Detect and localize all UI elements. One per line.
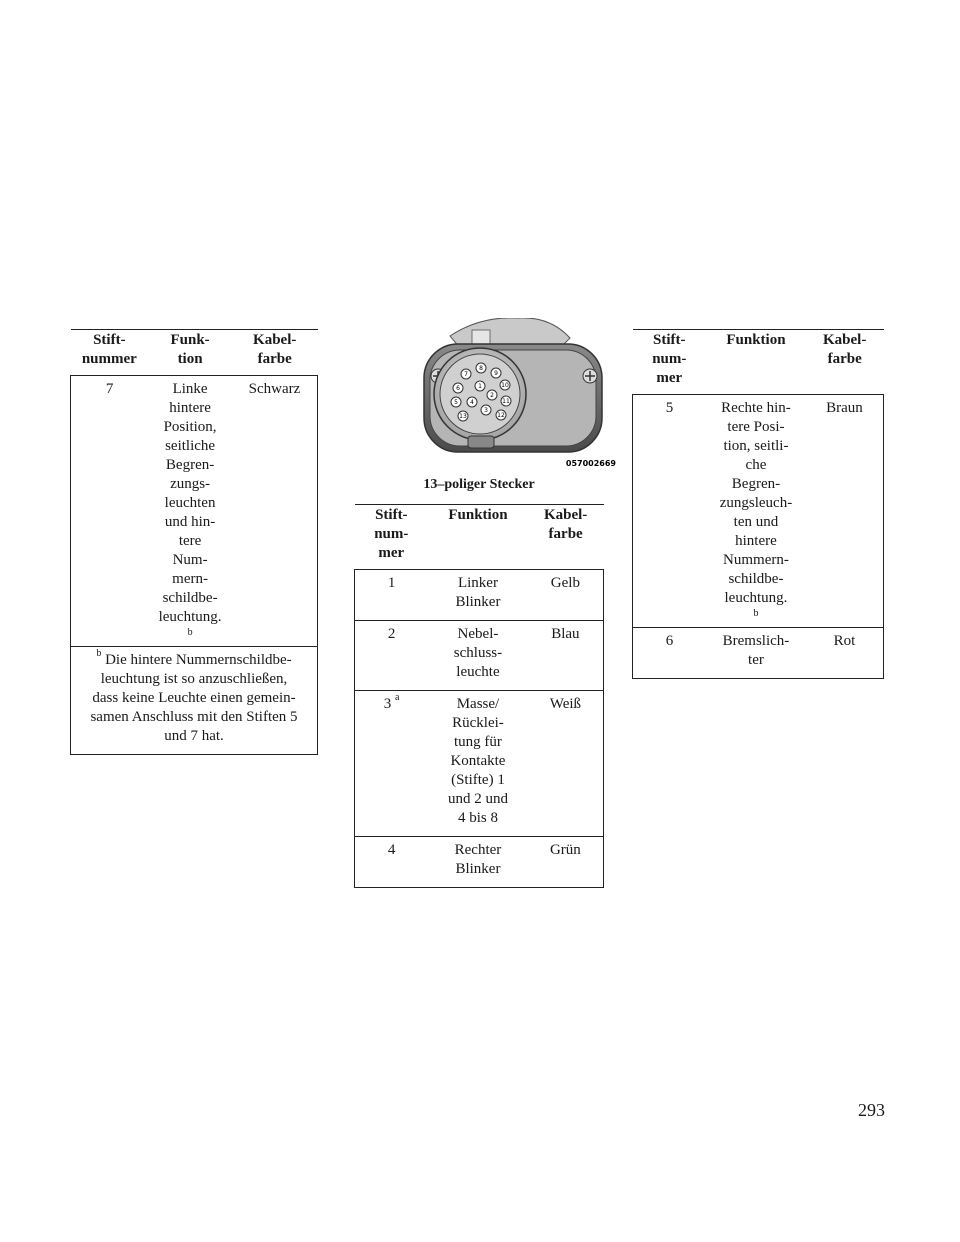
pin-11 [501, 396, 511, 406]
header-pin-number: Stift- nummer [71, 330, 149, 376]
figure-caption: 13–poliger Stecker [423, 477, 535, 492]
pin-number: 3 $^a$ [383, 692, 400, 712]
pin-1 [475, 381, 485, 391]
pin-number: 4 [387, 842, 396, 858]
pin-3 [481, 405, 491, 415]
header-cable-color: Kabel- farbe [528, 505, 604, 570]
svg-text:13: 13 [459, 413, 467, 420]
pin-4 [467, 397, 477, 407]
table-row [355, 621, 604, 691]
table-row [71, 376, 318, 647]
cable-color: Grün [549, 842, 581, 858]
pin-function: Linke hintere Position, seitliche Begren- zungs- leuchten und hin- tere Num- mern- schildbe- leuchtung. b [148, 376, 232, 647]
pin-8 [476, 363, 486, 373]
pin-10 [500, 380, 510, 390]
pin-5 [451, 397, 461, 407]
svg-text:5: 5 [454, 399, 458, 406]
table-row [355, 570, 604, 621]
header-pin-number: Stift- num- mer [633, 330, 707, 395]
footnote: $^b$ Die hintere Nummernschildbe- leuchtung ist so anzuschließen, dass keine Leuchte einen gemein- samen Anschluss mit den Stiften 5 und 7 hat. [90, 648, 298, 744]
pin-table-right [632, 329, 884, 679]
pin-number: 7 [105, 381, 114, 397]
screw-right-icon [583, 369, 597, 383]
pin-function: Rechter Blinker [454, 842, 502, 877]
header-function: Funktion [428, 505, 528, 570]
table-row [355, 837, 604, 888]
cable-color: Braun [826, 400, 863, 416]
table-row [355, 691, 604, 837]
pin-function: Rechte hin- tere Posi- tion, seitli- che Begren- zungsleuch- ten und hintere Nummern- schildbe- leuchtung. b [706, 395, 806, 628]
connector-illustration [410, 318, 618, 468]
footnote-marker: b [187, 627, 193, 638]
svg-text:4: 4 [470, 399, 474, 406]
pin-9 [491, 368, 501, 378]
pin-table-middle [354, 504, 604, 888]
page-number: 293 [858, 1100, 885, 1120]
cable-color: Rot [833, 633, 856, 649]
connector-figure [410, 318, 618, 468]
svg-text:9: 9 [494, 370, 498, 377]
header-cable-color: Kabel- farbe [806, 330, 884, 395]
header-function: Funk- tion [148, 330, 232, 376]
pin-7 [461, 369, 471, 379]
footnote-row [71, 647, 318, 755]
cable-color: Schwarz [248, 381, 301, 397]
pin-function: Linker Blinker [455, 575, 501, 610]
pin-6 [453, 383, 463, 393]
footnote-marker: a [394, 692, 400, 703]
pin-12 [496, 410, 506, 420]
cable-color: Blau [551, 626, 580, 642]
pin-number: 5 [665, 400, 674, 416]
table-row [633, 395, 884, 628]
svg-text:3: 3 [484, 407, 488, 414]
header-cable-color: Kabel- farbe [232, 330, 318, 376]
svg-text:2: 2 [490, 392, 494, 399]
svg-text:1: 1 [478, 383, 482, 390]
table-row [633, 628, 884, 679]
pin-table-left [70, 329, 318, 755]
svg-text:6: 6 [456, 385, 460, 392]
svg-text:11: 11 [502, 398, 510, 405]
svg-text:12: 12 [497, 412, 505, 419]
pin-13 [458, 411, 468, 421]
pin-2 [487, 390, 497, 400]
svg-text:10: 10 [501, 382, 509, 389]
footnote-marker: b [753, 608, 759, 619]
pin-number: 2 [387, 626, 396, 642]
svg-text:7: 7 [464, 371, 468, 378]
pin-function: Nebel- schluss- leuchte [453, 626, 503, 680]
cable-color: Weiß [549, 696, 582, 712]
svg-text:8: 8 [479, 365, 483, 372]
cable-color: Gelb [550, 575, 580, 591]
header-pin-number: Stift- num- mer [355, 505, 429, 570]
header-function: Funktion [706, 330, 806, 395]
pin-function: Masse/ Rücklei- tung für Kontakte (Stifte) 1 und 2 und 4 bis 8 [447, 696, 508, 826]
figure-code: 057002669 [565, 459, 616, 468]
pin-function: Bremslich- ter [722, 633, 790, 668]
pin-number: 1 [387, 575, 396, 591]
footnote-marker: b [96, 648, 102, 659]
pin-number: 6 [665, 633, 674, 649]
